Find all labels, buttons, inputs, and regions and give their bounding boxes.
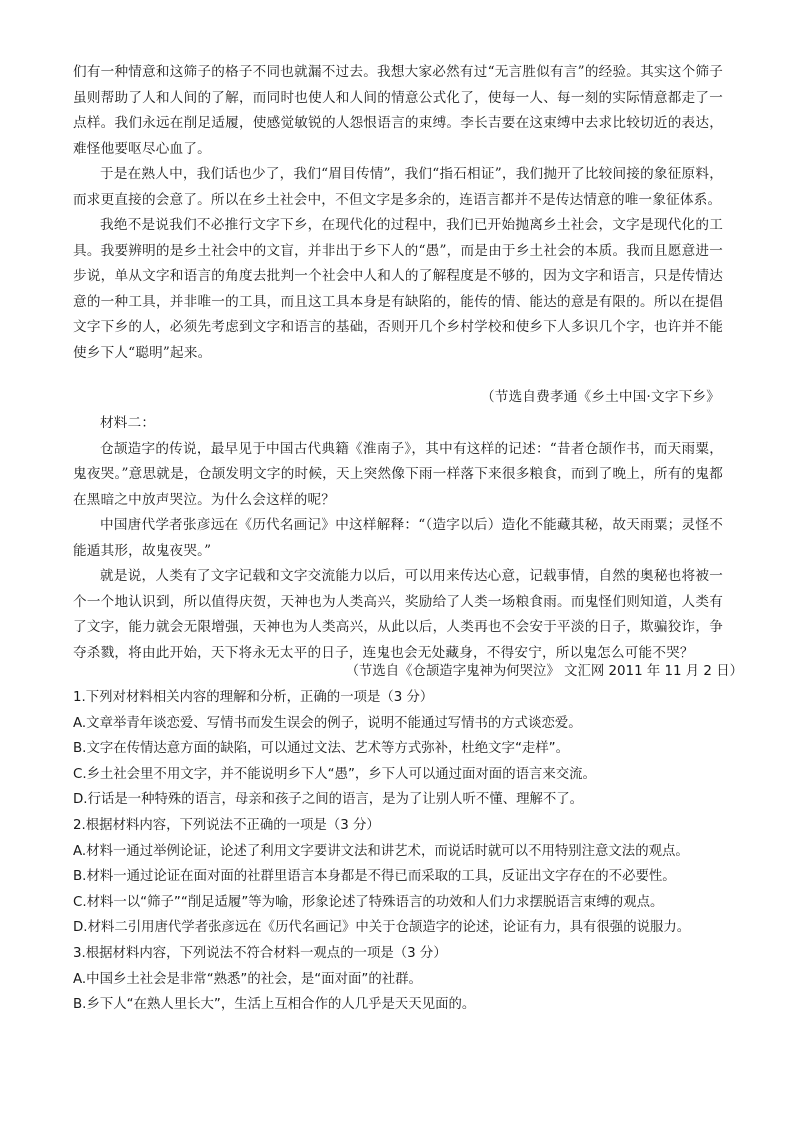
question-1-stem: 1.下列对材料相关内容的理解和分析，正确的一项是（3 分） <box>73 690 434 705</box>
question-3-option-b: B.乡下人“在熟人里长大”，生活上互相合作的人几乎是天天见面的。 <box>73 997 476 1013</box>
material-2-paragraph-1: 仓颉造字的传说，最早见于中国古代典籍《淮南子》，其中有这样的记述：“昔者仓颉作书，而天雨粟，鬼夜哭。”意思就是，仓颉发明文字的时候，天上突然像下雨一样落下来很多粮食，而到了晚上，所有的鬼都在黑暗之中放声哭泣。为什么会这样的呢？ <box>73 440 723 508</box>
material-2-paragraph-2: 中国唐代学者张彦远在《历代名画记》中这样解释：“（造字以后）造化不能藏其秘，故天雨粟；灵怪不能遁其形，故鬼夜哭。” <box>73 517 723 559</box>
question-3-stem: 3.根据材料内容，下列说法不符合材料一观点的一项是（3 分） <box>73 945 447 961</box>
material-2-label: 材料二： <box>100 415 156 431</box>
material-1-paragraph-1: 们有一种情意和这筛子的格子不同也就漏不过去。我想大家必然有过“无言胜似有言”的经验。其实这个筛子虽则帮助了人和人间的了解，而同时也使人和人间的情意公式化了，使每一人、每一刻的实际情意都走了一点样。我们永远在削足适履，使感觉敏锐的人怨恨语言的束缚。李长吉要在这束缚中去求比较切近的表达，难怪他要呕尽心血了。 <box>73 64 723 157</box>
material-2-source: （节选自《仓颉造字鬼神为何哭泣》 文汇网 2011 年 11 月 2 日） <box>345 664 743 679</box>
material-1-source: （节选自费孝通《乡土中国·文字下乡》 <box>480 389 720 405</box>
question-2-option-d: D.材料二引用唐代学者张彦远在《历代名画记》中关于仓颉造字的论述，论证有力，具有很强的说服力。 <box>73 920 691 936</box>
question-1-option-d: D.行话是一种特殊的语言，母亲和孩子之间的语言，是为了让别人听不懂、理解不了。 <box>73 792 584 808</box>
material-1-paragraph-2: 于是在熟人中，我们话也少了，我们“眉目传情”，我们“指石相证”，我们抛开了比较间接的象征原料，而求更直接的会意了。所以在乡土社会中，不但文字是多余的，连语言都并不是传达情意的唯一象征体系。 <box>73 166 723 208</box>
question-2-option-c: C.材料一以“筛子”“削足适履”等为喻，形象论述了特殊语言的功效和人们力求摆脱语言束缚的观点。 <box>73 894 664 910</box>
question-2-stem: 2.根据材料内容，下列说法不正确的一项是（3 分） <box>73 817 380 833</box>
questions-section <box>73 685 753 1018</box>
material-1-section <box>73 60 723 366</box>
question-3-option-a: A.中国乡土社会是非常“熟悉”的社会，是“面对面”的社群。 <box>73 971 422 987</box>
question-1-option-b: B.文字在传情达意方面的缺陷，可以通过文法、艺术等方式弥补，杜绝文字“走样”。 <box>73 741 569 757</box>
material-2-paragraph-3: 就是说，人类有了文字记载和文字交流能力以后，可以用来传达心意，记载事情，自然的奥秘也将被一个一个地认识到，所以值得庆贺，天神也为人类高兴，奖励给了人类一场粮食雨。而鬼怪们则知道，人类有了文字，能力就会无限增强，天神也为人类高兴，从此以后，人类再也不会安于平淡的日子，欺骗狡诈，争夺杀戮，将由此开始，天下将永无太平的日子，连鬼也会无处藏身，不得安宁，所以鬼怎么可能不哭？ <box>73 568 723 661</box>
question-1-option-a: A.文章举青年谈恋爱、写情书而发生误会的例子，说明不能通过写情书的方式谈恋爱。 <box>73 715 582 731</box>
question-1-option-c: C.乡土社会里不用文字，并不能说明乡下人“愚”，乡下人可以通过面对面的语言来交流。 <box>73 766 596 782</box>
material-1-paragraph-3: 我绝不是说我们不必推行文字下乡，在现代化的过程中，我们已开始抛离乡土社会，文字是现代化的工具。我要辨明的是乡土社会中的文盲，并非出于乡下人的“愚”，而是由于乡土社会的本质。我而且愿意进一步说，单从文字和语言的角度去批判一个社会中人和人的了解程度是不够的，因为文字和语言，只是传情达意的一种工具，并非唯一的工具，而且这工具本身是有缺陷的，能传的情、能达的意是有限的。所以在提倡文字下乡的人，必须先考虑到文字和语言的基础，否则开几个乡村学校和使乡下人多识几个字，也许并不能使乡下人“聪明”起来。 <box>73 217 723 361</box>
question-2-option-b: B.材料一通过论证在面对面的社群里语言本身都是不得已而采取的工具，反证出文字存在的不必要性。 <box>73 869 676 885</box>
question-2-option-a: A.材料一通过举例论证，论述了利用文字要讲文法和讲艺术，而说话时就可以不用特别注意文法的观点。 <box>73 843 689 859</box>
material-2-section <box>73 411 723 666</box>
